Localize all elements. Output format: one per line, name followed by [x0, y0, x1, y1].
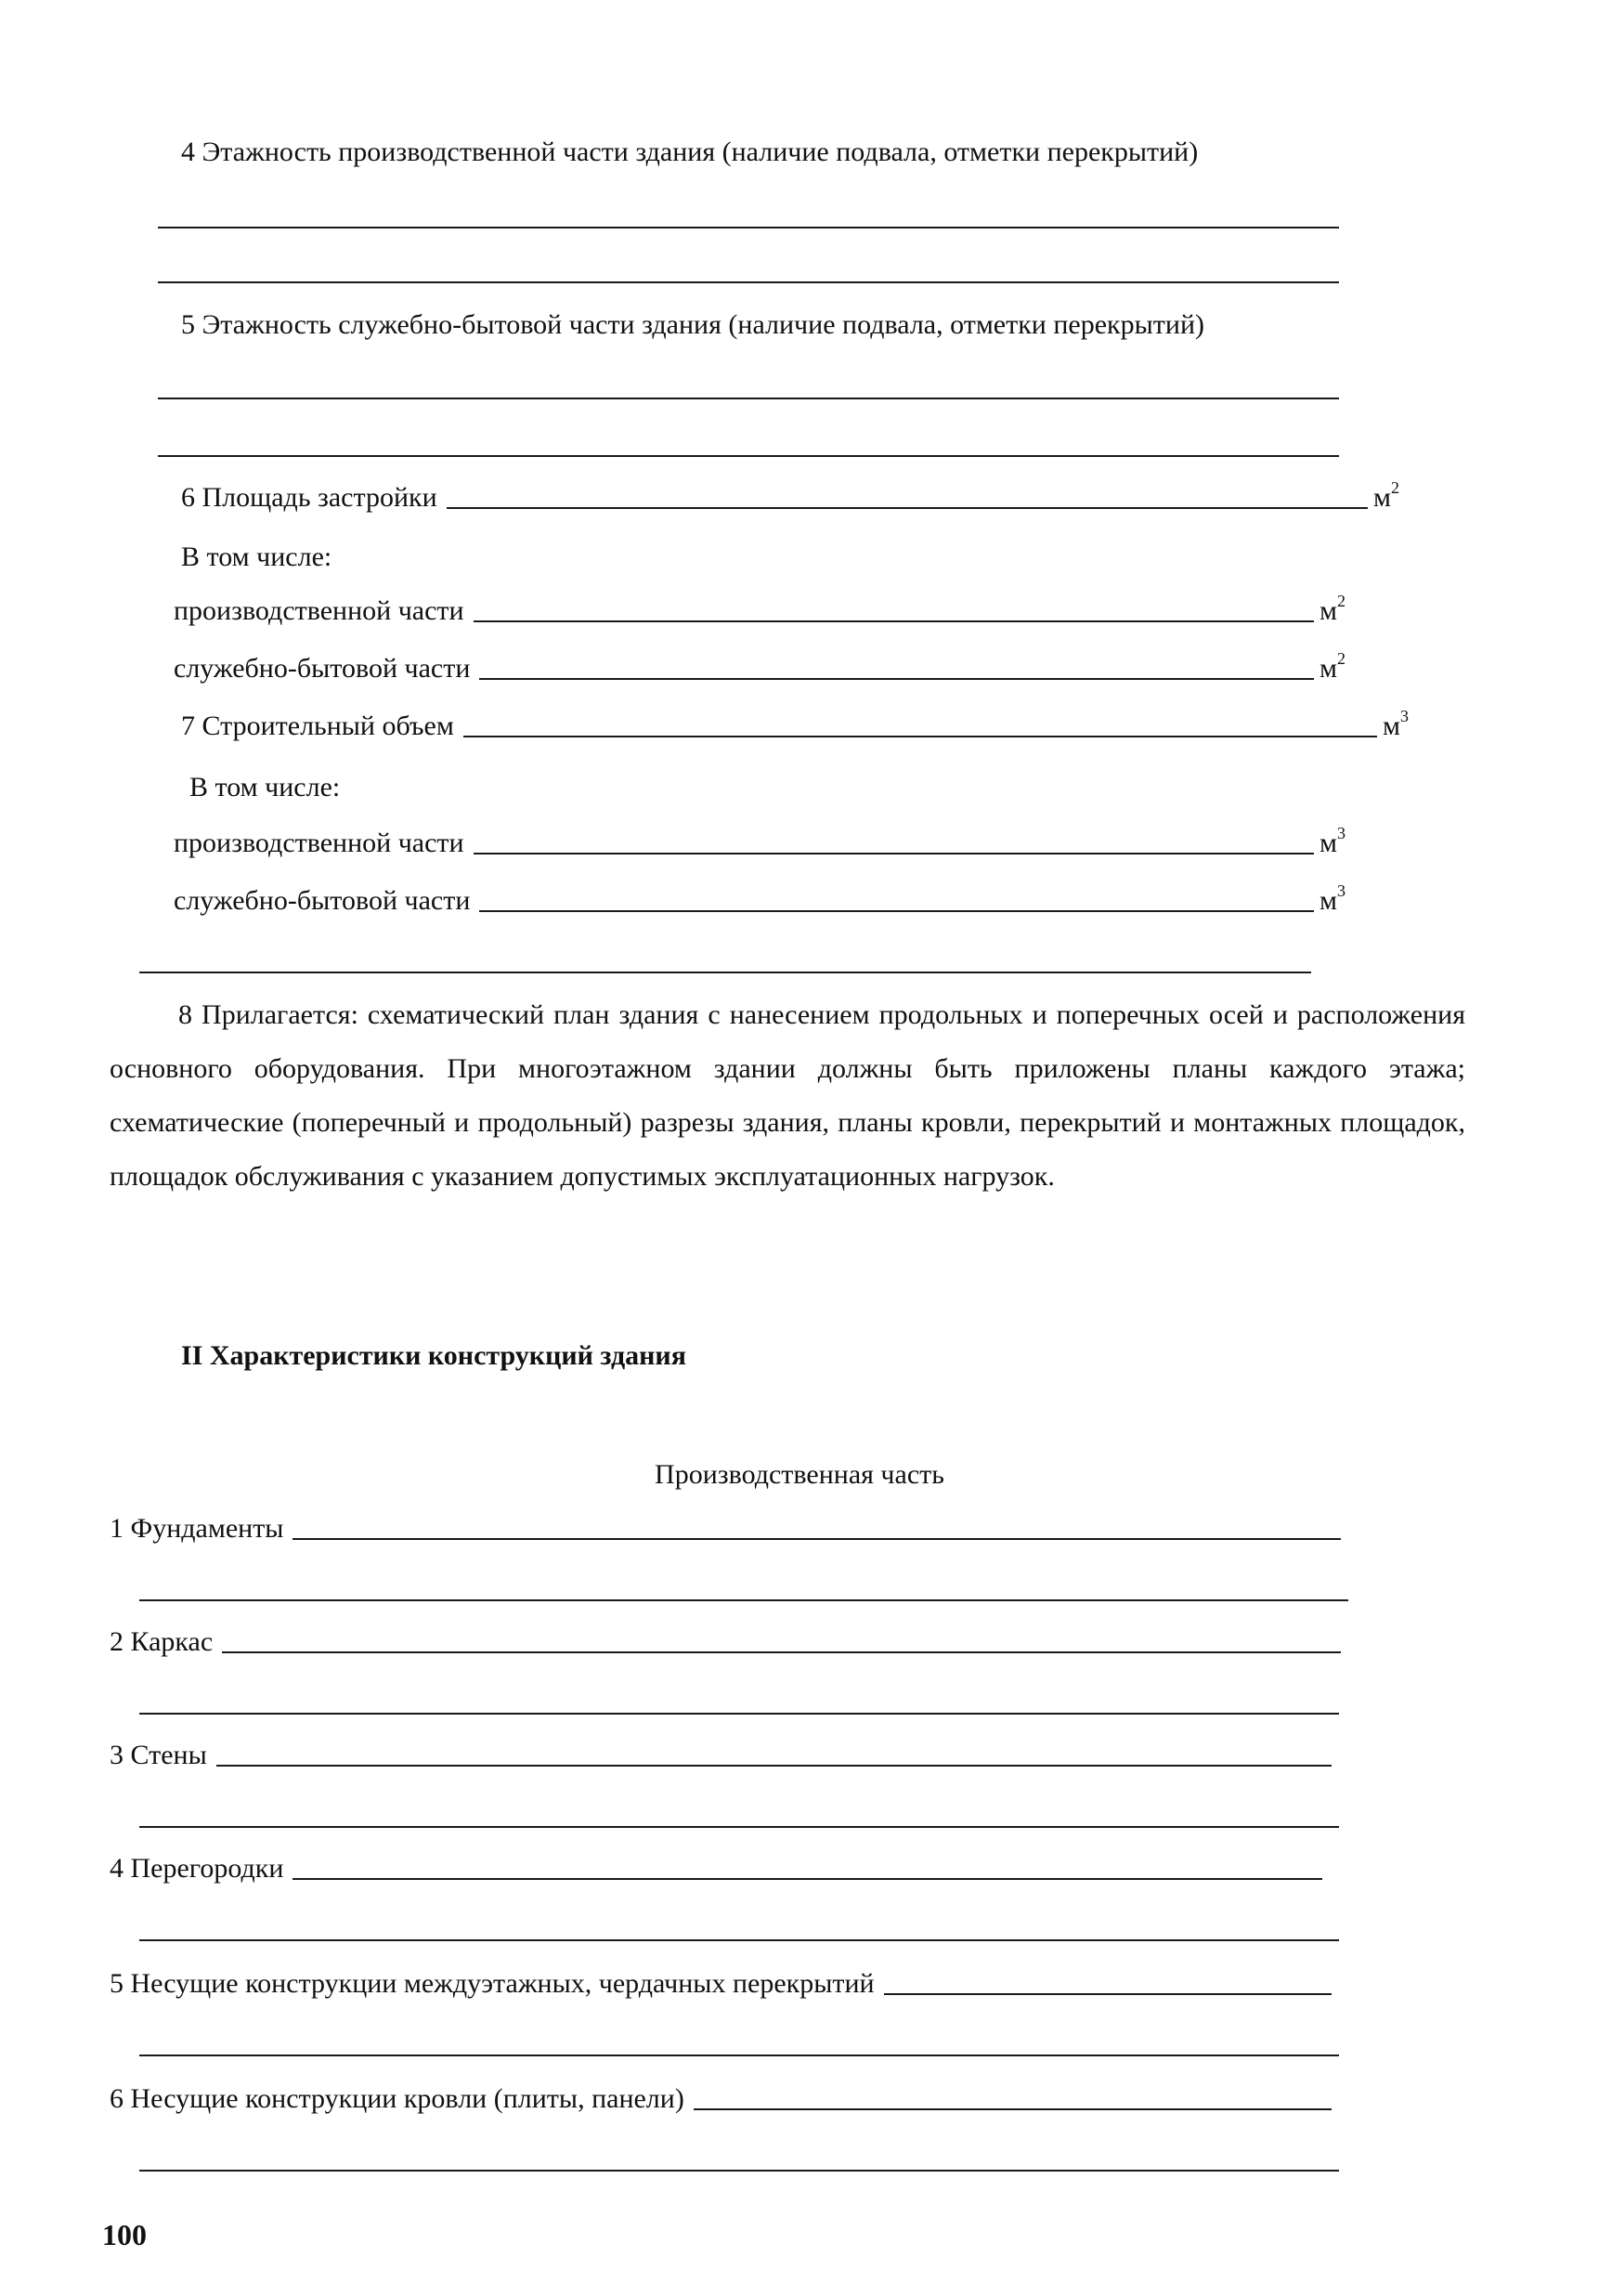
- construction-label-6: 6 Несущие конструкции кровли (плиты, панели): [110, 2083, 684, 2114]
- item-5-label: 5 Этажность служебно-бытовой части здания (наличие подвала, отметки перекрытий): [181, 309, 1204, 340]
- item-6-answer-line[interactable]: [447, 505, 1368, 509]
- item-4-answer-line-2[interactable]: [158, 281, 1339, 283]
- construction-answer-line-5[interactable]: [884, 1991, 1332, 1995]
- construction-label-4: 4 Перегородки: [110, 1853, 284, 1884]
- item-6-production-row: [174, 594, 1346, 628]
- service-volume-label: служебно-бытовой части: [174, 885, 471, 916]
- item-7-label: 7 Строительный объем: [181, 711, 454, 741]
- item-6-row: [181, 478, 1399, 515]
- production-volume-label: производственной части: [174, 828, 464, 858]
- section-2-heading: II Характеристики конструкций здания: [181, 1340, 686, 1371]
- item-7-answer-line[interactable]: [463, 734, 1377, 737]
- construction-label-3: 3 Стены: [110, 1740, 207, 1770]
- item-6-unit: $м^2$: [1373, 478, 1399, 513]
- item-7-unit: $м^3$: [1383, 707, 1409, 741]
- construction-row-6: [110, 2082, 1337, 2116]
- service-part-label: служебно-бытовой части: [174, 653, 471, 684]
- construction-extra-line-6[interactable]: [139, 2170, 1339, 2172]
- construction-extra-line-1[interactable]: [139, 1599, 1348, 1601]
- production-part-answer-line[interactable]: [474, 619, 1314, 622]
- construction-answer-line-6[interactable]: [694, 2107, 1332, 2110]
- item-8-text: 8 Прилагается: схематический план здания с нанесением продольных и поперечных осей и расположения основного оборудования. При многоэтажном здании должны быть приложены планы каждого этажа; схематические (поперечный и продольный) разрезы здания, планы кровли, перекрытий и монтажных площадок, площадок обслуживания с указанием допустимых эксплуатационных нагрузок.: [110, 999, 1465, 1192]
- service-part-unit: $м^2$: [1320, 649, 1346, 684]
- item-8-paragraph: [110, 988, 1465, 1204]
- item-4-answer-line-1[interactable]: [158, 227, 1339, 228]
- construction-label-2: 2 Каркас: [110, 1626, 214, 1657]
- item-5-answer-line-1[interactable]: [158, 398, 1339, 399]
- construction-extra-line-5[interactable]: [139, 2055, 1339, 2056]
- item-7-production-row: [174, 824, 1346, 860]
- construction-answer-line-2[interactable]: [222, 1650, 1341, 1653]
- construction-row-4: [110, 1852, 1328, 1885]
- production-part-label: производственной части: [174, 595, 464, 626]
- item-6-service-row: [174, 649, 1346, 685]
- service-part-answer-line[interactable]: [479, 676, 1314, 680]
- construction-row-2: [110, 1625, 1346, 1659]
- construction-row-1: [110, 1512, 1346, 1546]
- item-7-in-total-label: В том числе:: [189, 772, 341, 802]
- construction-extra-line-4[interactable]: [139, 1939, 1339, 1941]
- production-volume-unit: $м^3$: [1320, 824, 1346, 858]
- service-volume-unit: $м^3$: [1320, 881, 1346, 916]
- construction-label-5: 5 Несущие конструкции междуэтажных, чердачных перекрытий: [110, 1968, 875, 1999]
- item-5-answer-line-2[interactable]: [158, 455, 1339, 457]
- item-7-row: [181, 707, 1409, 743]
- item-7-service-row: [174, 881, 1346, 918]
- separator-line: [139, 972, 1311, 973]
- construction-row-5: [110, 1967, 1337, 2001]
- construction-row-3: [110, 1739, 1337, 1772]
- construction-label-1: 1 Фундаменты: [110, 1513, 284, 1544]
- page-number: 100: [102, 2218, 147, 2251]
- item-6-in-total-label: В том числе:: [181, 541, 332, 572]
- construction-answer-line-1[interactable]: [292, 1536, 1341, 1540]
- item-6-label: 6 Площадь застройки: [181, 482, 437, 513]
- construction-answer-line-3[interactable]: [216, 1763, 1332, 1767]
- construction-extra-line-2[interactable]: [139, 1713, 1339, 1715]
- production-part-unit: $м^2$: [1320, 592, 1346, 626]
- production-volume-answer-line[interactable]: [474, 851, 1314, 854]
- service-volume-answer-line[interactable]: [479, 908, 1314, 912]
- item-4-label: 4 Этажность производственной части здания (наличие подвала, отметки перекрытий): [181, 137, 1199, 167]
- construction-extra-line-3[interactable]: [139, 1826, 1339, 1828]
- construction-answer-line-4[interactable]: [292, 1876, 1322, 1880]
- section-2-subheading: Производственная часть: [655, 1459, 944, 1490]
